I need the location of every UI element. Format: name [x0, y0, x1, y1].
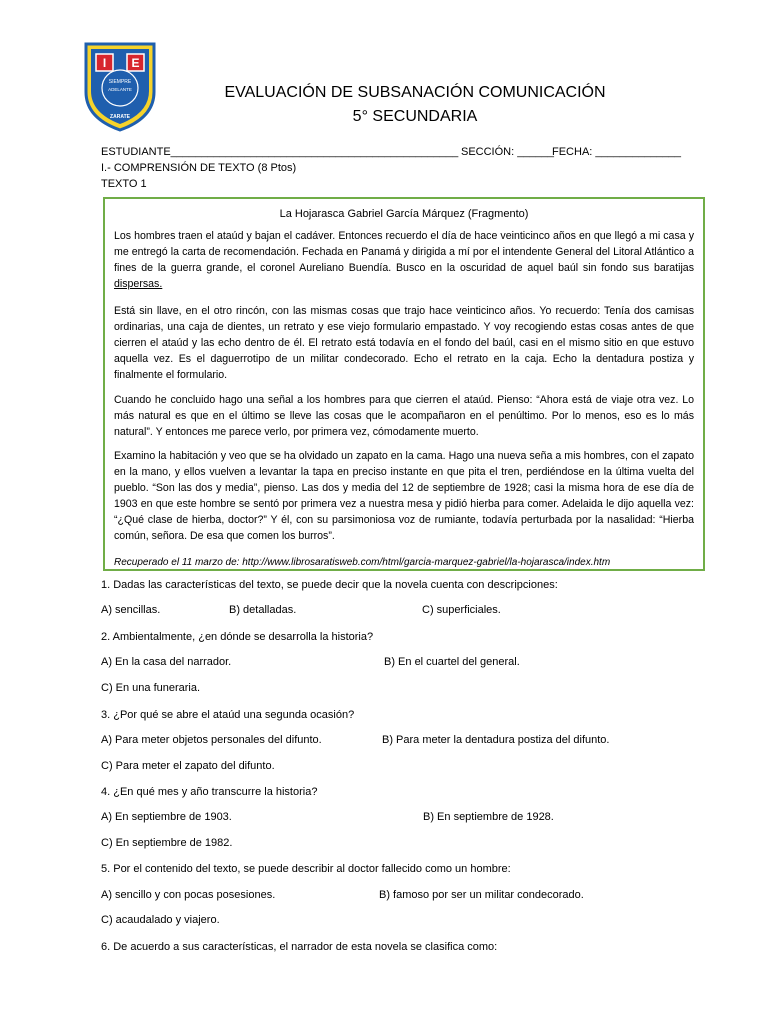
question-3-option-b: B) Para meter la dentadura postiza del difunto.	[382, 734, 610, 746]
question-4-option-c: C) En septiembre de 1982.	[101, 837, 233, 849]
exam-title: EVALUACIÓN DE SUBSANACIÓN COMUNICACIÓN	[224, 84, 606, 101]
question-2: 2. Ambientalmente, ¿en dónde se desarrolla la historia?	[101, 631, 374, 643]
svg-text:E: E	[131, 56, 140, 70]
question-3-option-c: C) Para meter el zapato del difunto.	[101, 760, 275, 772]
reading-paragraph-1	[114, 228, 694, 292]
svg-text:I: I	[102, 56, 107, 70]
exam-grade: 5° SECUNDARIA	[352, 108, 478, 125]
reading-paragraph-3: Cuando he concluido hago una señal a los hombres para que cierren el ataúd. Pienso: “Ahora está de viaje otra vez. Lo más natural es que en el último se lleve las cosas que le acompañaron en el penúltimo. Por lo menos, eso es lo más natural”. Y entonces me parece verlo, por primera vez, cómodamente muerto.	[114, 394, 694, 438]
reading-box	[103, 197, 705, 571]
question-4: 4. ¿En qué mes y año transcurre la historia?	[101, 786, 318, 798]
question-1-option-c: C) superficiales.	[422, 604, 501, 616]
reading-paragraph-2: Está sin llave, en el otro rincón, con las mismas cosas que trajo hace veinticinco años. Yo recuerdo: Tenía dos camisas ordinarias, una caja de dientes, un retrato y ese viejo formulario empastado. Y voy recogiendo estas cosas antes de que cierren el ataúd y las echo dentro de él. El retrato está todavía en el fondo del baúl, casi en el mismo sitio en que estuvo aquella vez. Es el daguerrotipo de un militar condecorado. Echo el retrato en la caja. Echo la dentadura postiza y finalmente el formulario.	[114, 305, 694, 381]
question-2-option-a: A) En la casa del narrador.	[101, 656, 232, 668]
question-1-option-b: B) detalladas.	[229, 604, 297, 616]
underlined-word: dispersas.	[114, 278, 163, 290]
question-2-option-c: C) En una funeraria.	[101, 682, 201, 694]
question-4-option-b: B) En septiembre de 1928.	[423, 811, 554, 823]
svg-text:ADELANTE: ADELANTE	[108, 87, 132, 92]
question-5-option-a: A) sencillo y con pocas posesiones.	[101, 889, 276, 901]
reading-source: Recuperado el 11 marzo de: http://www.librosaratisweb.com/html/garcia-marquez-gabriel/la-hojarasca/index.htm	[114, 557, 611, 568]
paragraph-1-text: Los hombres traen el ataúd y bajan el cadáver. Entonces recuerdo el día de hace veinticinco años en que llegó a mi casa y me entregó la carta de recomendación. Fechada en Panamá y dirigida a mí por el intendente General del Litoral Atlántico a fines de la guerra grande, el coronel Aureliano Buendía. Busco en la oscuridad de aquel baúl sin fondo sus baratijas	[114, 230, 694, 274]
reading-title: La Hojarasca Gabriel García Márquez (Fragmento)	[279, 208, 529, 220]
question-3: 3. ¿Por qué se abre el ataúd una segunda ocasión?	[101, 709, 355, 721]
question-1: 1. Dadas las características del texto, se puede decir que la novela cuenta con descripciones:	[101, 579, 558, 591]
question-5-option-b: B) famoso por ser un militar condecorado.	[379, 889, 584, 901]
part-heading: I.- COMPRENSIÓN DE TEXTO (8 Ptos)	[101, 162, 297, 174]
svg-text:SIEMPRE: SIEMPRE	[108, 79, 132, 85]
question-1-option-a: A) sencillas.	[101, 604, 161, 616]
student-field: ESTUDIANTE_______________________________________________	[101, 146, 459, 158]
question-5-option-c: C) acaudalado y viajero.	[101, 914, 220, 926]
question-4-option-a: A) En septiembre de 1903.	[101, 811, 232, 823]
svg-text:ZARATE: ZARATE	[110, 114, 130, 120]
question-6: 6. De acuerdo a sus características, el narrador de esta novela se clasifica como:	[101, 941, 498, 953]
date-field: FECHA: ______________	[552, 146, 682, 158]
reading-paragraph-4: Examino la habitación y veo que se ha olvidado un zapato en la cama. Hago una nueva seña a mis hombres, con el zapato en la mano, y ellos vuelven a levantar la tapa en preciso instante en que pita el tren, perdiéndose en la última vuelta del pueblo. “Son las dos y media”, pienso. Las dos y media del 12 de septiembre de 1928; casi la misma hora de ese día de 1903 en que este hombre se sentó por primera vez a nuestra mesa y pidió hierba para comer. Adelaida le dijo aquella vez: “¿Qué clase de hierba, doctor?” Y él, con su parsimoniosa voz de rumiante, todavía perturbada por la nasalidad: “Hierba común, señora. De esa que comen los burros”.	[114, 450, 694, 542]
question-2-option-b: B) En el cuartel del general.	[384, 656, 520, 668]
section-field: SECCIÓN: ______	[461, 146, 554, 158]
question-5: 5. Por el contenido del texto, se puede describir al doctor fallecido como un hombre:	[101, 863, 511, 875]
question-3-option-a: A) Para meter objetos personales del difunto.	[101, 734, 322, 746]
text-label: TEXTO 1	[101, 178, 147, 190]
